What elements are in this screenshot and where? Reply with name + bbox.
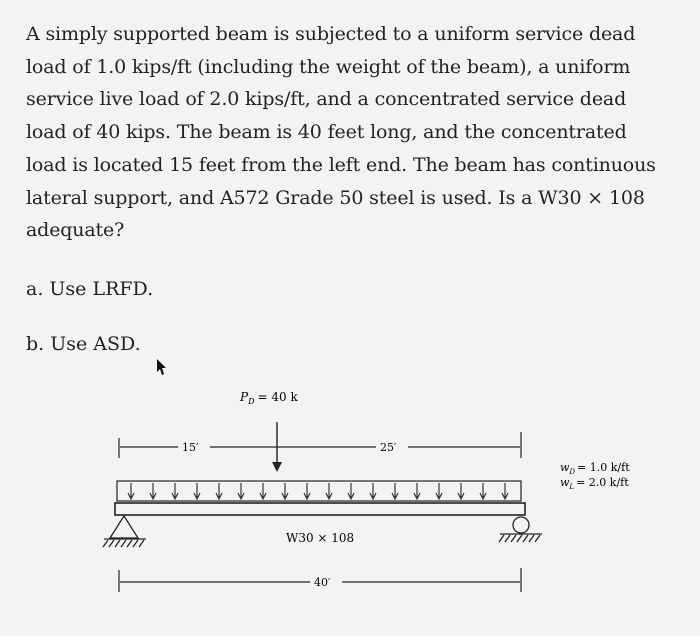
distributed-load-arrows	[128, 483, 508, 499]
dim-15-label: 15′	[182, 441, 199, 454]
beam	[115, 503, 525, 515]
problem-line: load of 1.0 kips/ft (including the weight of the beam), a uniform	[26, 55, 631, 78]
point-load-label: $P_D = 40$ k	[240, 390, 298, 406]
live-load-label: $w_L = 2.0$ k/ft	[560, 476, 629, 491]
problem-line: lateral support, and A572 Grade 50 steel is used. Is a W30 × 108	[26, 186, 645, 209]
part-a-lrfd: a. Use LRFD.	[26, 278, 154, 300]
roller-support	[499, 517, 542, 542]
dim-25-label: 25′	[380, 441, 397, 454]
problem-line: load is located 15 feet from the left end. The beam has continuous	[26, 153, 656, 176]
part-b-asd: b. Use ASD.	[26, 333, 141, 355]
pin-support	[103, 516, 146, 547]
dimension-15-25	[119, 432, 521, 458]
beam-section-label: W30 × 108	[286, 531, 355, 545]
dim-40-label: 40′	[314, 576, 331, 589]
dead-load-label: $w_D = 1.0$ k/ft	[560, 461, 630, 476]
problem-line: A simply supported beam is subjected to a uniform service dead	[26, 23, 636, 45]
problem-line: adequate?	[26, 219, 125, 242]
problem-line: service live load of 2.0 kips/ft, and a concentrated service dead	[26, 88, 627, 111]
problem-line: load of 40 kips. The beam is 40 feet long, and the concentrated	[26, 121, 627, 144]
